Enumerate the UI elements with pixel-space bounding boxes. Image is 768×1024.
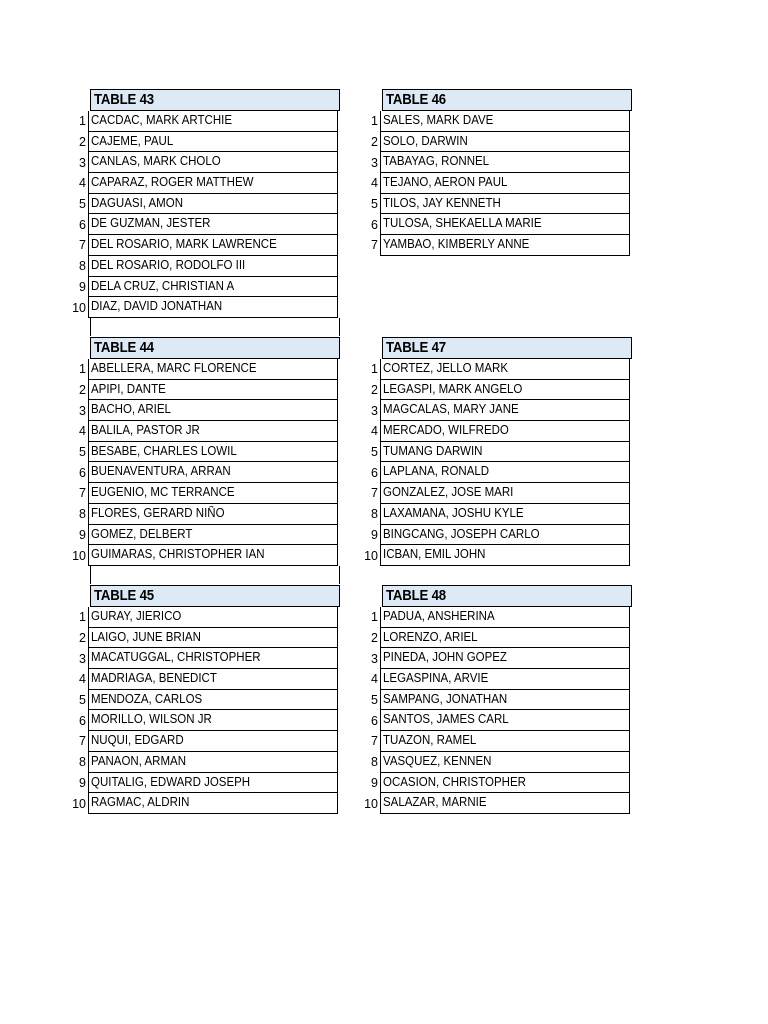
table-row xyxy=(50,628,342,649)
table-row xyxy=(50,132,342,153)
table-row xyxy=(50,194,342,215)
row-number: 7 xyxy=(79,486,86,501)
row-number: 3 xyxy=(79,651,86,666)
row-number: 2 xyxy=(79,383,86,398)
row-number: 4 xyxy=(371,424,378,439)
table-row xyxy=(50,669,342,690)
guest-name: MACATUGGAL, CHRISTOPHER xyxy=(88,648,338,669)
table-row xyxy=(342,793,634,814)
row-number: 6 xyxy=(79,713,86,728)
table-row xyxy=(342,483,634,504)
table-row xyxy=(50,648,342,669)
guest-name: BALILA, PASTOR JR xyxy=(88,421,338,442)
guest-name: PANAON, ARMAN xyxy=(88,752,338,773)
row-number: 2 xyxy=(371,135,378,150)
row-number: 6 xyxy=(79,465,86,480)
table-46 xyxy=(342,89,634,256)
guest-name: GURAY, JIERICO xyxy=(88,607,338,628)
guest-name: PINEDA, JOHN GOPEZ xyxy=(380,648,630,669)
table-row xyxy=(50,483,342,504)
guest-name: DEL ROSARIO, RODOLFO III xyxy=(88,256,338,277)
row-number: 5 xyxy=(371,693,378,708)
row-number: 10 xyxy=(364,796,378,811)
guest-name: SOLO, DARWIN xyxy=(380,132,630,153)
table-44 xyxy=(50,337,342,584)
row-number: 6 xyxy=(79,217,86,232)
table-row xyxy=(50,545,342,566)
guest-name: TULOSA, SHEKAELLA MARIE xyxy=(380,214,630,235)
table-row xyxy=(50,277,342,298)
table-title: TABLE 43 xyxy=(90,89,340,111)
table-row xyxy=(342,628,634,649)
row-number: 2 xyxy=(371,631,378,646)
guest-name: MERCADO, WILFREDO xyxy=(380,421,630,442)
row-number: 7 xyxy=(371,486,378,501)
row-number: 7 xyxy=(79,734,86,749)
empty-row xyxy=(90,566,340,584)
table-row xyxy=(50,380,342,401)
guest-name: MENDOZA, CARLOS xyxy=(88,690,338,711)
table-row xyxy=(342,710,634,731)
table-row xyxy=(50,752,342,773)
table-row xyxy=(50,214,342,235)
row-number: 5 xyxy=(371,445,378,460)
guest-name: TUMANG DARWIN xyxy=(380,442,630,463)
guest-name: SALES, MARK DAVE xyxy=(380,111,630,132)
row-number: 5 xyxy=(79,693,86,708)
row-number: 3 xyxy=(79,403,86,418)
guest-name: DE GUZMAN, JESTER xyxy=(88,214,338,235)
guest-name: BUENAVENTURA, ARRAN xyxy=(88,462,338,483)
row-number: 10 xyxy=(72,300,86,315)
guest-name: FLORES, GERARD NIÑO xyxy=(88,504,338,525)
table-row xyxy=(342,111,634,132)
table-row xyxy=(50,793,342,814)
guest-name: QUITALIG, EDWARD JOSEPH xyxy=(88,773,338,794)
empty-row xyxy=(90,318,340,336)
guest-name: LAPLANA, RONALD xyxy=(380,462,630,483)
guest-name: SANTOS, JAMES CARL xyxy=(380,710,630,731)
guest-name: LAIGO, JUNE BRIAN xyxy=(88,628,338,649)
row-number: 4 xyxy=(371,672,378,687)
table-row xyxy=(50,731,342,752)
row-number: 7 xyxy=(79,238,86,253)
row-number: 1 xyxy=(79,114,86,129)
row-number: 1 xyxy=(371,362,378,377)
row-number: 8 xyxy=(79,259,86,274)
table-48 xyxy=(342,585,634,814)
guest-name: TABAYAG, RONNEL xyxy=(380,152,630,173)
row-number: 9 xyxy=(371,775,378,790)
table-row xyxy=(50,710,342,731)
guest-name: TUAZON, RAMEL xyxy=(380,731,630,752)
row-number: 3 xyxy=(371,155,378,170)
table-row xyxy=(342,235,634,256)
guest-name: CAJEME, PAUL xyxy=(88,132,338,153)
table-title: TABLE 44 xyxy=(90,337,340,359)
guest-name: LEGASPI, MARK ANGELO xyxy=(380,380,630,401)
row-number: 5 xyxy=(79,445,86,460)
table-title: TABLE 45 xyxy=(90,585,340,607)
row-number: 8 xyxy=(79,755,86,770)
guest-name: DEL ROSARIO, MARK LAWRENCE xyxy=(88,235,338,256)
guest-name: BESABE, CHARLES LOWIL xyxy=(88,442,338,463)
row-number: 1 xyxy=(371,114,378,129)
table-row xyxy=(50,462,342,483)
guest-name: CACDAC, MARK ARTCHIE xyxy=(88,111,338,132)
table-row xyxy=(342,607,634,628)
table-row xyxy=(342,132,634,153)
guest-name: VASQUEZ, KENNEN xyxy=(380,752,630,773)
table-row xyxy=(50,690,342,711)
guest-name: ICBAN, EMIL JOHN xyxy=(380,545,630,566)
row-number: 7 xyxy=(371,734,378,749)
table-row xyxy=(342,359,634,380)
row-number: 3 xyxy=(79,155,86,170)
guest-name: CANLAS, MARK CHOLO xyxy=(88,152,338,173)
table-row xyxy=(50,297,342,318)
table-row xyxy=(342,504,634,525)
table-row xyxy=(50,256,342,277)
table-row xyxy=(342,421,634,442)
row-number: 8 xyxy=(79,507,86,522)
table-row xyxy=(342,462,634,483)
guest-name: CAPARAZ, ROGER MATTHEW xyxy=(88,173,338,194)
guest-name: SALAZAR, MARNIE xyxy=(380,793,630,814)
table-row xyxy=(342,669,634,690)
guest-name: APIPI, DANTE xyxy=(88,380,338,401)
row-number: 6 xyxy=(371,217,378,232)
row-number: 6 xyxy=(371,465,378,480)
row-number: 4 xyxy=(79,672,86,687)
table-row xyxy=(342,442,634,463)
table-row xyxy=(342,545,634,566)
guest-name: LORENZO, ARIEL xyxy=(380,628,630,649)
guest-name: BACHO, ARIEL xyxy=(88,400,338,421)
guest-name: GONZALEZ, JOSE MARI xyxy=(380,483,630,504)
table-row xyxy=(50,359,342,380)
row-number: 6 xyxy=(371,713,378,728)
table-row xyxy=(342,690,634,711)
row-number: 10 xyxy=(72,796,86,811)
guest-name: LEGASPINA, ARVIE xyxy=(380,669,630,690)
row-number: 4 xyxy=(371,176,378,191)
row-number: 4 xyxy=(79,176,86,191)
table-45 xyxy=(50,585,342,814)
row-number: 10 xyxy=(364,548,378,563)
table-row xyxy=(50,235,342,256)
table-row xyxy=(342,773,634,794)
table-row xyxy=(342,752,634,773)
guest-name: YAMBAO, KIMBERLY ANNE xyxy=(380,235,630,256)
row-number: 2 xyxy=(371,383,378,398)
table-row xyxy=(50,111,342,132)
row-number: 2 xyxy=(79,631,86,646)
row-number: 9 xyxy=(371,527,378,542)
table-title: TABLE 47 xyxy=(382,337,632,359)
guest-name: GUIMARAS, CHRISTOPHER IAN xyxy=(88,545,338,566)
row-number: 3 xyxy=(371,651,378,666)
table-row xyxy=(50,152,342,173)
guest-name: EUGENIO, MC TERRANCE xyxy=(88,483,338,504)
row-number: 10 xyxy=(72,548,86,563)
guest-name: GOMEZ, DELBERT xyxy=(88,525,338,546)
row-number: 9 xyxy=(79,279,86,294)
table-title: TABLE 48 xyxy=(382,585,632,607)
table-row xyxy=(50,525,342,546)
guest-name: RAGMAC, ALDRIN xyxy=(88,793,338,814)
row-number: 1 xyxy=(371,610,378,625)
table-row xyxy=(342,400,634,421)
guest-name: LAXAMANA, JOSHU KYLE xyxy=(380,504,630,525)
table-row xyxy=(342,173,634,194)
guest-name: DELA CRUZ, CHRISTIAN A xyxy=(88,277,338,298)
row-number: 9 xyxy=(79,527,86,542)
row-number: 5 xyxy=(79,197,86,212)
row-number: 3 xyxy=(371,403,378,418)
row-number: 9 xyxy=(79,775,86,790)
guest-name: OCASION, CHRISTOPHER xyxy=(380,773,630,794)
table-43 xyxy=(50,89,342,336)
table-row xyxy=(342,648,634,669)
row-number: 1 xyxy=(79,362,86,377)
guest-name: ABELLERA, MARC FLORENCE xyxy=(88,359,338,380)
row-number: 8 xyxy=(371,755,378,770)
table-row xyxy=(342,380,634,401)
table-title: TABLE 46 xyxy=(382,89,632,111)
row-number: 8 xyxy=(371,507,378,522)
table-row xyxy=(342,194,634,215)
table-row xyxy=(342,731,634,752)
table-row xyxy=(50,173,342,194)
table-row xyxy=(50,504,342,525)
guest-name: PADUA, ANSHERINA xyxy=(380,607,630,628)
guest-name: MAGCALAS, MARY JANE xyxy=(380,400,630,421)
guest-name: MORILLO, WILSON JR xyxy=(88,710,338,731)
guest-name: TILOS, JAY KENNETH xyxy=(380,194,630,215)
guest-name: SAMPANG, JONATHAN xyxy=(380,690,630,711)
table-47 xyxy=(342,337,634,566)
row-number: 2 xyxy=(79,135,86,150)
row-number: 5 xyxy=(371,197,378,212)
table-row xyxy=(50,421,342,442)
guest-name: TEJANO, AERON PAUL xyxy=(380,173,630,194)
guest-name: BINGCANG, JOSEPH CARLO xyxy=(380,525,630,546)
guest-name: DIAZ, DAVID JONATHAN xyxy=(88,297,338,318)
table-row xyxy=(50,607,342,628)
guest-name: CORTEZ, JELLO MARK xyxy=(380,359,630,380)
table-row xyxy=(342,525,634,546)
guest-name: MADRIAGA, BENEDICT xyxy=(88,669,338,690)
row-number: 7 xyxy=(371,238,378,253)
guest-name: NUQUI, EDGARD xyxy=(88,731,338,752)
guest-name: DAGUASI, AMON xyxy=(88,194,338,215)
table-row xyxy=(342,214,634,235)
row-number: 4 xyxy=(79,424,86,439)
table-row xyxy=(50,773,342,794)
table-row xyxy=(342,152,634,173)
row-number: 1 xyxy=(79,610,86,625)
table-row xyxy=(50,400,342,421)
table-row xyxy=(50,442,342,463)
